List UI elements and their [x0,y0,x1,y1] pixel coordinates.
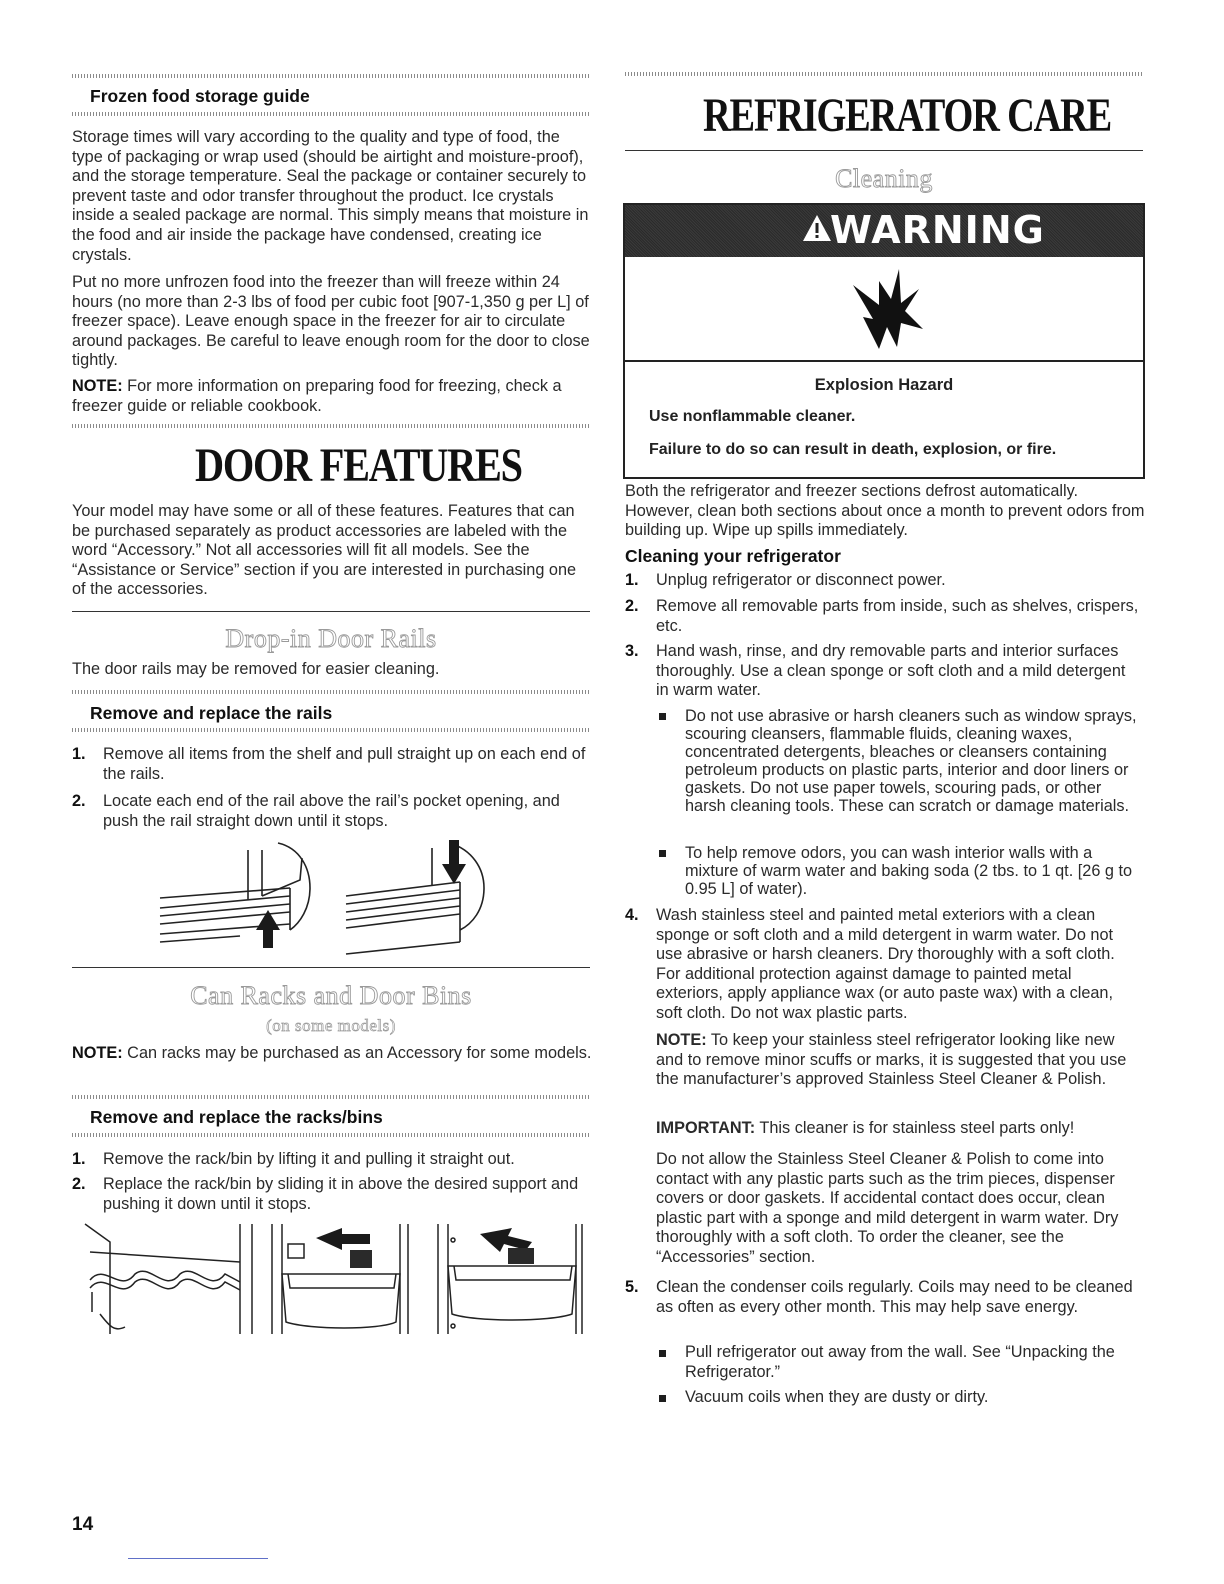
note-text: To keep your stainless steel refrigerator looking like new and to remove minor scuffs or marks, it is suggested that you use the manufacturer’s approved Stainless Steel Cleaner & Polish. [656,1031,1127,1089]
warning-line-1: Use nonflammable cleaner. [649,408,856,425]
racks-step-1: Remove the rack/bin by lifting it and pulling it straight out. [103,1150,515,1168]
divider [72,1095,590,1099]
divider [72,690,590,694]
section-rule [72,967,590,968]
cleaning-intro: Both the refrigerator and freezer sections defrost automatically. However, clean both sections about once a month to prevent odors from building up. Wipe up spills immediately. [625,482,1145,540]
rails-step-1: Remove all items from the shelf and pull straight up on each end of the rails. [103,745,586,783]
can-racks-note [72,1044,592,1064]
stainless-note [656,1031,1142,1090]
section-rule [625,150,1143,151]
note-text: Can racks may be purchased as an Accessory for some models. [122,1044,592,1062]
cleaning-step-3: Hand wash, rinse, and dry removable parts and interior surfaces thoroughly. Use a clean sponge or soft cloth and a mild detergent in warm water. [656,642,1126,700]
cleaning-step-1: Unplug refrigerator or disconnect power. [656,571,946,589]
racks-step-2: Replace the rack/bin by sliding it in above the desired support and pushing it down until it stops. [103,1175,579,1213]
warning-box [623,203,1145,479]
cleaning-step-4: Wash stainless steel and painted metal exteriors with a clean sponge or soft cloth and a mild detergent in warm water. Do not use abrasive or harsh cleaners. Dry thoroughly with a soft cloth. For additional protection against damage to painted metal exteriors, apply appliance wax (or auto paste wax) with a clean, soft cloth. Do not wax plastic parts. [656,906,1115,1022]
can-racks-door-bins-title: Can Racks and Door Bins [190,981,472,1010]
cleaning-step-2: Remove all removable parts from inside, such as shelves, crispers, etc. [656,597,1139,635]
section-rule [72,611,590,612]
frozen-food-paragraph-1: Storage times will vary according to the quality and type of food, the type of packaging or wrap used (should be airtight and moisture-proof), and the storage temperature. Seal the package or container securely to prevent taste and odor transfer throughout the product. Ice crystals inside a sealed package are normal. This simply means that moisture in the food and air inside the package have condensed, creating ice crystals. [72,128,589,264]
on-some-models-subtitle: (on some models) [266,1016,396,1035]
remove-replace-racks-heading: Remove and replace the racks/bins [90,1107,383,1127]
frozen-food-note [72,377,592,416]
important-text: This cleaner is for stainless steel parts only! [755,1119,1075,1137]
step-3-bullet-1: Do not use abrasive or harsh cleaners such as window sprays, scouring cleansers, flammable fluids, cleaning waxes, concentrated detergents, bleaches or cleansers containing petroleum products on plastic parts, interior and door liners or gaskets. Do not use paper towels, scouring pads, or other harsh cleaning tools. These can scratch or damage materials. [685,707,1137,815]
step-number: 3. [625,642,639,660]
drop-in-door-rails-title: Drop-in Door Rails [225,624,437,653]
explosion-hazard-label: Explosion Hazard [814,376,954,394]
can-racks-bins-illustration [80,1222,585,1340]
door-features-title: DOOR FEATURES [195,439,522,492]
refrigerator-care-title: REFRIGERATOR CARE [703,89,1112,142]
note-label: NOTE: [656,1031,707,1049]
bullet [659,850,666,857]
divider [72,1133,590,1137]
important-note [656,1119,1142,1139]
cleaning-step-5: Clean the condenser coils regularly. Coils may need to be cleaned as often as every other month. This may help save energy. [656,1278,1133,1316]
warning-triangle-icon [802,214,832,242]
frozen-food-heading: Frozen food storage guide [90,86,310,106]
cleaning-title: Cleaning [835,164,933,193]
divider [72,74,590,78]
note-text: For more information on preparing food for freezing, check a freezer guide or reliable cookbook. [72,377,562,415]
step-5-bullet-1: Pull refrigerator out away from the wall. See “Unpacking the Refrigerator.” [685,1343,1115,1381]
door-features-intro: Your model may have some or all of these features. Features that can be purchased separately as product accessories are labeled with the word “Accessory.” Not all accessories will fit all models. See the “Assistance or Service” section if you are interested in purchasing one of the accessories. [72,502,577,599]
note-label: NOTE: [72,377,123,395]
remove-replace-rails-heading: Remove and replace the rails [90,703,333,723]
drop-in-text: The door rails may be removed for easier cleaning. [72,660,440,678]
bullet [659,1350,666,1357]
bullet [659,1395,666,1402]
divider [72,424,590,428]
bullet [659,713,666,720]
warning-separator [625,360,1143,362]
divider [72,728,590,732]
explosion-icon [849,267,925,353]
footer-line [128,1558,268,1559]
step-number: 2. [72,792,86,810]
frozen-food-paragraph-2: Put no more unfrozen food into the freezer than will freeze within 24 hours (no more than 2-3 lbs of food per cubic foot [907-1,350 g per L] of freezer space). Leave enough space in the freezer for air to circulate around packages. Be careful to leave enough room for the door to close tightly. [72,273,590,370]
step-number: 1. [625,571,639,589]
warning-label: WARNING [830,208,1045,252]
step-number: 5. [625,1278,639,1296]
cleaning-your-refrigerator-heading: Cleaning your refrigerator [625,546,841,566]
step-number: 1. [72,1150,86,1168]
step-3-bullet-2: To help remove odors, you can wash interior walls with a mixture of warm water and baking soda (2 tbs. to 1 qt. [26 g to 0.95 L] of water). [685,844,1133,898]
page-number: 14 [72,1514,94,1535]
step-number: 2. [72,1175,86,1193]
step-number: 1. [72,745,86,763]
warning-line-2: Failure to do so can result in death, explosion, or fire. [649,441,1057,458]
divider [72,112,590,116]
step-number: 4. [625,906,639,924]
door-rail-illustration [150,838,530,963]
divider [625,72,1143,76]
do-not-allow-paragraph: Do not allow the Stainless Steel Cleaner & Polish to come into contact with any plastic parts such as the trim pieces, dispenser covers or door gaskets. If accidental contact does occur, clean plastic part with a sponge and mild detergent in warm water. Dry thoroughly with a soft cloth. To order the cleaner, see the “Accessories” section. [656,1150,1119,1266]
important-label: IMPORTANT: [656,1119,756,1137]
rails-step-2: Locate each end of the rail above the rail’s pocket opening, and push the rail straight down until it stops. [103,792,560,830]
note-label: NOTE: [72,1044,123,1062]
step-5-bullet-2: Vacuum coils when they are dusty or dirty. [685,1388,989,1406]
step-number: 2. [625,597,639,615]
